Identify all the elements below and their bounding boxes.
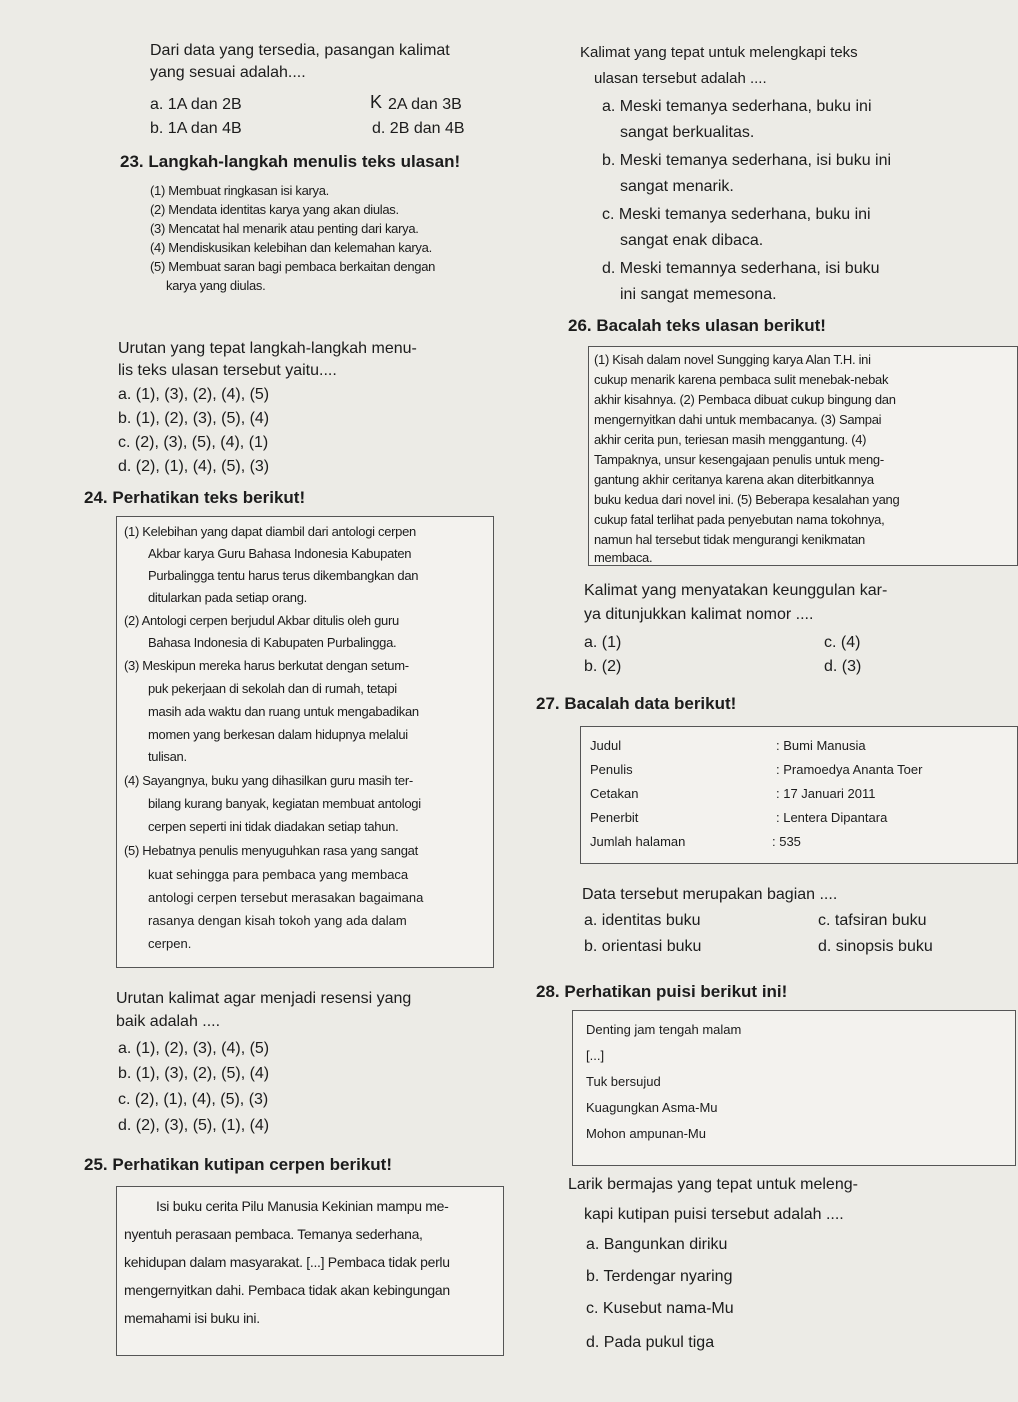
q28-option-a[interactable]: a. Bangunkan diriku: [586, 1236, 728, 1253]
q25-box-line: nyentuh perasaan pembaca. Temanya sederhana,: [124, 1226, 423, 1242]
q24-box-line: masih ada waktu dan ruang untuk mengabadikan: [148, 704, 419, 719]
q24-box-line: cerpen seperti ini tidak diadakan setiap tahun.: [148, 819, 399, 834]
q22-option-b[interactable]: b. 1A dan 4B: [150, 120, 242, 137]
q26-box-line: Tampaknya, unsur kesengajaan penulis untuk meng-: [594, 452, 884, 467]
q28-poem-line: [...]: [586, 1048, 605, 1063]
q26-box-line: membaca.: [594, 550, 653, 565]
q28-option-c[interactable]: c. Kusebut nama-Mu: [586, 1300, 734, 1317]
q27-row-key: Jumlah halaman: [590, 834, 686, 849]
q25-box-line: kehidupan dalam masyarakat. [...] Pembaca tidak perlu: [124, 1254, 450, 1270]
q25-cont-stem-line-2: ulasan tersebut adalah ....: [594, 70, 767, 87]
q22-option-c[interactable]: 2A dan 3B: [388, 96, 462, 113]
q23-option-d[interactable]: d. (2), (1), (4), (5), (3): [118, 458, 270, 475]
q27-option-a[interactable]: a. identitas buku: [584, 912, 701, 929]
q24-option-b[interactable]: b. (1), (3), (2), (5), (4): [118, 1065, 270, 1082]
q27-row-value: : Pramoedya Ananta Toer: [776, 762, 923, 777]
q26-question-line-1: Kalimat yang menyatakan keunggulan kar-: [584, 582, 888, 599]
q25-cont-option-c-cont: sangat enak dibaca.: [620, 232, 764, 249]
q23-step-2: (2) Mendata identitas karya yang akan diulas.: [150, 202, 399, 217]
q24-box-line: tulisan.: [148, 749, 187, 764]
q26-heading: 26. Bacalah teks ulasan berikut!: [568, 316, 826, 335]
q24-option-d[interactable]: d. (2), (3), (5), (1), (4): [118, 1117, 270, 1134]
q28-option-b[interactable]: b. Terdengar nyaring: [586, 1268, 733, 1285]
q23-option-a[interactable]: a. (1), (3), (2), (4), (5): [118, 386, 270, 403]
q27-row-value: : Lentera Dipantara: [776, 810, 888, 825]
q22-option-a[interactable]: a. 1A dan 2B: [150, 96, 242, 113]
q26-option-d[interactable]: d. (3): [824, 658, 862, 675]
q24-box-line: (5) Hebatnya penulis menyuguhkan rasa yang sangat: [124, 843, 418, 858]
q25-cont-option-a-cont: sangat berkualitas.: [620, 124, 755, 141]
q23-question-line-2: lis teks ulasan tersebut yaitu....: [118, 362, 337, 379]
q26-option-a[interactable]: a. (1): [584, 634, 622, 651]
q28-question-line-2: kapi kutipan puisi tersebut adalah ....: [584, 1206, 844, 1223]
q24-box-line: (2) Antologi cerpen berjudul Akbar ditulis oleh guru: [124, 613, 399, 628]
q24-option-c[interactable]: c. (2), (1), (4), (5), (3): [118, 1091, 269, 1108]
q24-box-line: Akbar karya Guru Bahasa Indonesia Kabupaten: [148, 546, 412, 561]
q26-box-line: buku kedua dari novel ini. (5) Beberapa kesalahan yang: [594, 492, 900, 507]
q26-box-line: (1) Kisah dalam novel Sungging karya Alan T.H. ini: [594, 352, 871, 367]
q27-option-b[interactable]: b. orientasi buku: [584, 938, 702, 955]
q23-step-5: (5) Membuat saran bagi pembaca berkaitan dengan: [150, 259, 436, 274]
q28-poem-line: Denting jam tengah malam: [586, 1022, 742, 1037]
q25-box-line: Isi buku cerita Pilu Manusia Kekinian mampu me-: [156, 1198, 449, 1214]
q23-option-c[interactable]: c. (2), (3), (5), (4), (1): [118, 434, 269, 451]
q28-poem-line: Tuk bersujud: [586, 1074, 661, 1089]
q27-row-value: : Bumi Manusia: [776, 738, 866, 753]
q23-question-line-1: Urutan yang tepat langkah-langkah menu-: [118, 340, 417, 357]
q27-heading: 27. Bacalah data berikut!: [536, 694, 737, 713]
q24-box-line: (4) Sayangnya, buku yang dihasilkan guru masih ter-: [124, 773, 413, 788]
q23-step-5-cont: karya yang diulas.: [166, 278, 266, 293]
q25-cont-option-d-cont: ini sangat memesona.: [620, 286, 777, 303]
q24-box-line: (1) Kelebihan yang dapat diambil dari antologi cerpen: [124, 524, 416, 539]
q27-option-d[interactable]: d. sinopsis buku: [818, 938, 933, 955]
q24-question-line-2: baik adalah ....: [116, 1013, 221, 1030]
q24-box-line: kuat sehingga para pembaca yang membaca: [148, 867, 409, 882]
q26-box-line: cukup menarik karena pembaca sulit menebak-nebak: [594, 372, 889, 387]
q25-cont-option-b[interactable]: b. Meski temanya sederhana, isi buku ini: [602, 152, 892, 169]
q27-row-value: : 535: [772, 834, 801, 849]
q26-box-line: cukup fatal terlihat pada penyebutan nama tokohnya,: [594, 512, 885, 527]
q25-cont-option-a[interactable]: a. Meski temanya sederhana, buku ini: [602, 98, 872, 115]
q24-question-line-1: Urutan kalimat agar menjadi resensi yang: [116, 990, 412, 1007]
q25-cont-option-c[interactable]: c. Meski temanya sederhana, buku ini: [602, 206, 871, 223]
q24-box-line: cerpen.: [148, 936, 192, 951]
q27-row-value: : 17 Januari 2011: [776, 786, 876, 801]
q25-cont-option-d[interactable]: d. Meski temannya sederhana, isi buku: [602, 260, 880, 277]
q26-option-b[interactable]: b. (2): [584, 658, 622, 675]
q22-option-d[interactable]: d. 2B dan 4B: [372, 120, 465, 137]
q23-heading: 23. Langkah-langkah menulis teks ulasan!: [120, 152, 461, 171]
q26-question-line-2: ya ditunjukkan kalimat nomor ....: [584, 606, 814, 623]
q24-box-line: rasanya dengan kisah tokoh yang ada dalam: [148, 913, 407, 928]
q25-cont-stem-line-1: Kalimat yang tepat untuk melengkapi teks: [580, 44, 858, 61]
q24-box-line: Purbalingga tentu harus terus dikembangkan dan: [148, 568, 419, 583]
q24-box-line: bilang kurang banyak, kegiatan membuat antologi: [148, 796, 421, 811]
q24-box-line: puk pekerjaan di sekolah dan di rumah, tetapi: [148, 681, 397, 696]
q25-box-line: mengernyitkan dahi. Pembaca tidak akan kebingungan: [124, 1282, 450, 1298]
q25-heading: 25. Perhatikan kutipan cerpen berikut!: [84, 1155, 393, 1174]
q26-box-line: akhir kisahnya. (2) Pembaca dibuat cukup bingung dan: [594, 392, 896, 407]
q24-option-a[interactable]: a. (1), (2), (3), (4), (5): [118, 1040, 270, 1057]
q23-step-4: (4) Mendiskusikan kelebihan dan kelemahan karya.: [150, 240, 432, 255]
q24-box-line: momen yang berkesan dalam hidupnya melalui: [148, 727, 408, 742]
q27-question: Data tersebut merupakan bagian ....: [582, 886, 838, 903]
q28-question-line-1: Larik bermajas yang tepat untuk meleng-: [568, 1176, 858, 1193]
q25-box-line: memahami isi buku ini.: [124, 1310, 260, 1326]
q24-box-line: (3) Meskipun mereka harus berkutat dengan setum-: [124, 658, 409, 673]
q26-box-line: mengernyitkan dahi untuk membacanya. (3) Sampai: [594, 412, 882, 427]
q22-stem-line-1: Dari data yang tersedia, pasangan kalimat: [150, 42, 450, 59]
q23-step-3: (3) Mencatat hal menarik atau penting dari karya.: [150, 221, 419, 236]
q27-option-c[interactable]: c. tafsiran buku: [818, 912, 927, 929]
q24-box-line: ditularkan pada setiap orang.: [148, 590, 307, 605]
q28-poem-line: Mohon ampunan-Mu: [586, 1126, 706, 1141]
q24-box-line: antologi cerpen tersebut merasakan bagaimana: [148, 890, 424, 905]
q28-poem-line: Kuagungkan Asma-Mu: [586, 1100, 718, 1115]
q25-cont-option-b-cont: sangat menarik.: [620, 178, 734, 195]
q26-box-line: akhir cerita pun, teriesan masih menggantung. (4): [594, 432, 867, 447]
q24-heading: 24. Perhatikan teks berikut!: [84, 488, 306, 507]
q27-row-key: Cetakan: [590, 786, 639, 801]
q27-row-key: Penerbit: [590, 810, 639, 825]
q26-box-line: gantung akhir ceritanya karena akan diterbitkannya: [594, 472, 874, 487]
answer-mark: K: [370, 92, 383, 112]
q23-step-1: (1) Membuat ringkasan isi karya.: [150, 183, 329, 198]
q22-stem-line-2: yang sesuai adalah....: [150, 64, 306, 81]
q24-box-line: Bahasa Indonesia di Kabupaten Purbalingga.: [148, 635, 397, 650]
q28-option-d[interactable]: d. Pada pukul tiga: [586, 1334, 715, 1351]
q27-row-key: Penulis: [590, 762, 633, 777]
q26-box-line: namun hal tersebut tidak mengurangi kenikmatan: [594, 532, 865, 547]
q26-option-c[interactable]: c. (4): [824, 634, 861, 651]
q28-heading: 28. Perhatikan puisi berikut ini!: [536, 982, 788, 1001]
q27-row-key: Judul: [590, 738, 622, 753]
q23-option-b[interactable]: b. (1), (2), (3), (5), (4): [118, 410, 270, 427]
